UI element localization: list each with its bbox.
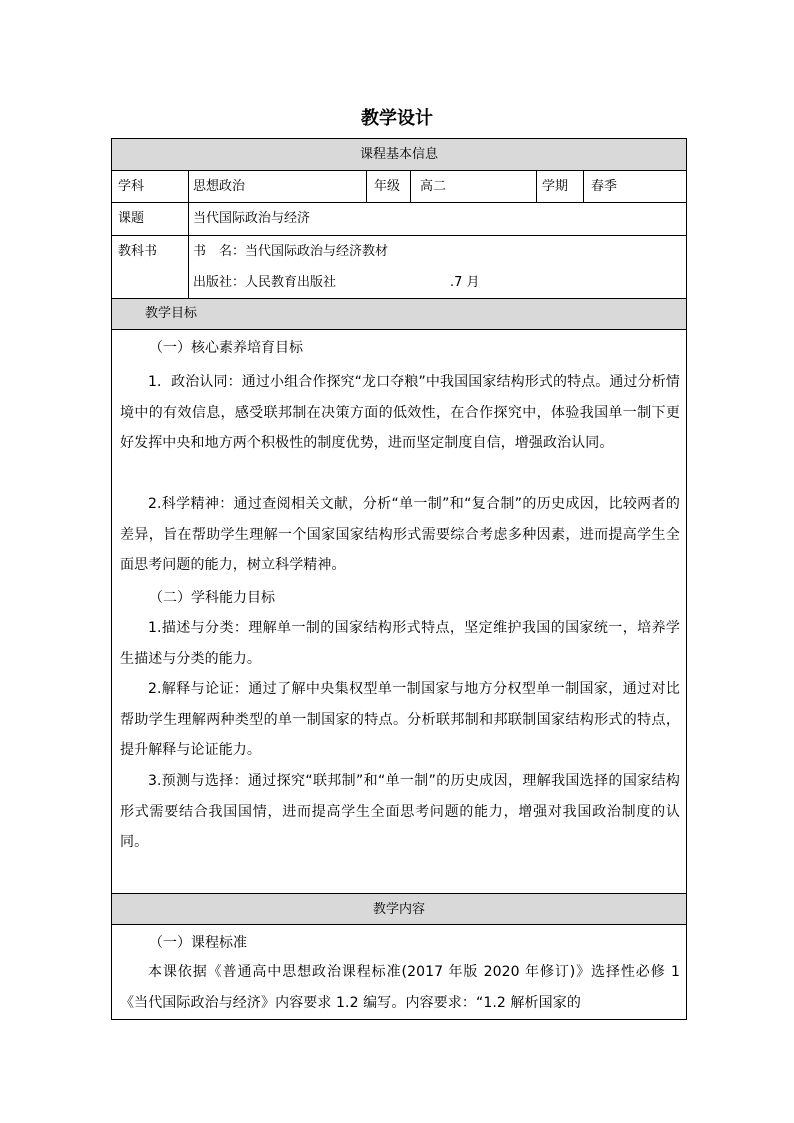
textbook-publisher: 出版社：人民教育出版社 [193, 275, 337, 290]
topic-label: 课题 [118, 211, 145, 226]
objectives-header: 教学目标 [145, 306, 198, 321]
basic-info-header: 课程基本信息 [359, 147, 438, 162]
objective-paragraph-3: 1.描述与分类：理解单一制的国家结构形式特点，坚定维护我国的国家统一，培养学生描述与分类的能力。 [120, 620, 680, 667]
textbook-name: 书 名：当代国际政治与经济教材 [193, 244, 389, 259]
objective-paragraph-1: 1．政治认同：通过小组合作探究“龙口夺粮”中我国国家结构形式的特点。通过分析情境中的有效信息，感受联邦制在决策方面的低效性，在合作探究中，体验我国单一制下更好发挥中央和地方两个积极性的制度优势，进而坚定制度自信，增强政治认同。 [120, 374, 680, 451]
objectives-header-bg [112, 299, 686, 329]
objective-paragraph-2: 2.科学精神：通过查阅相关文献，分析“单一制”和“复合制”的历史成因，比较两者的差异，旨在帮助学生理解一个国家国家结构形式需要综合考虑多种因素，进而提高学生全面思考问题的能力，树立科学精神。 [120, 496, 680, 573]
term-value: 春季 [591, 179, 618, 194]
grade-label: 年级 [374, 179, 401, 194]
objective-paragraph-5: 3.预测与选择：通过探究“联邦制”和“单一制”的历史成因，理解我国选择的国家结构形式需要结合我国国情，进而提高学生全面思考问题的能力，增强对我国政治制度的认同。 [120, 773, 680, 850]
content-paragraph-1: 本课依据《普通高中思想政治课程标准(2017 年版 2020 年修订)》选择性必修 1《当代国际政治与经济》内容要求 1.2 编写。内容要求：“1.2 解析国家的 [120, 964, 680, 1011]
objective-paragraph-4: 2.解释与论证：通过了解中央集权型单一制国家与地方分权型单一制国家，通过对比帮助学生理解两种类型的单一制国家的特点。分析联邦制和邦联制国家结构形式的特点，提升解释与论证能力。 [120, 681, 680, 758]
content-header: 教学内容 [372, 902, 425, 917]
lesson-plan-table [111, 138, 687, 1020]
objectives-section-core: （一）核心素养培育目标 [149, 340, 303, 356]
term-label: 学期 [542, 179, 569, 194]
subject-value: 思想政治 [193, 179, 246, 194]
topic-value: 当代国际政治与经济 [193, 211, 311, 226]
subject-label: 学科 [118, 179, 145, 194]
content-section-standard: （一）课程标准 [149, 935, 247, 951]
grade-value: 高二 [420, 179, 447, 194]
textbook-date: .7 月 [450, 275, 480, 290]
objectives-section-ability: （二）学科能力目标 [149, 590, 275, 606]
textbook-label: 教科书 [118, 244, 158, 259]
document-title: 教学设计 [361, 108, 433, 129]
